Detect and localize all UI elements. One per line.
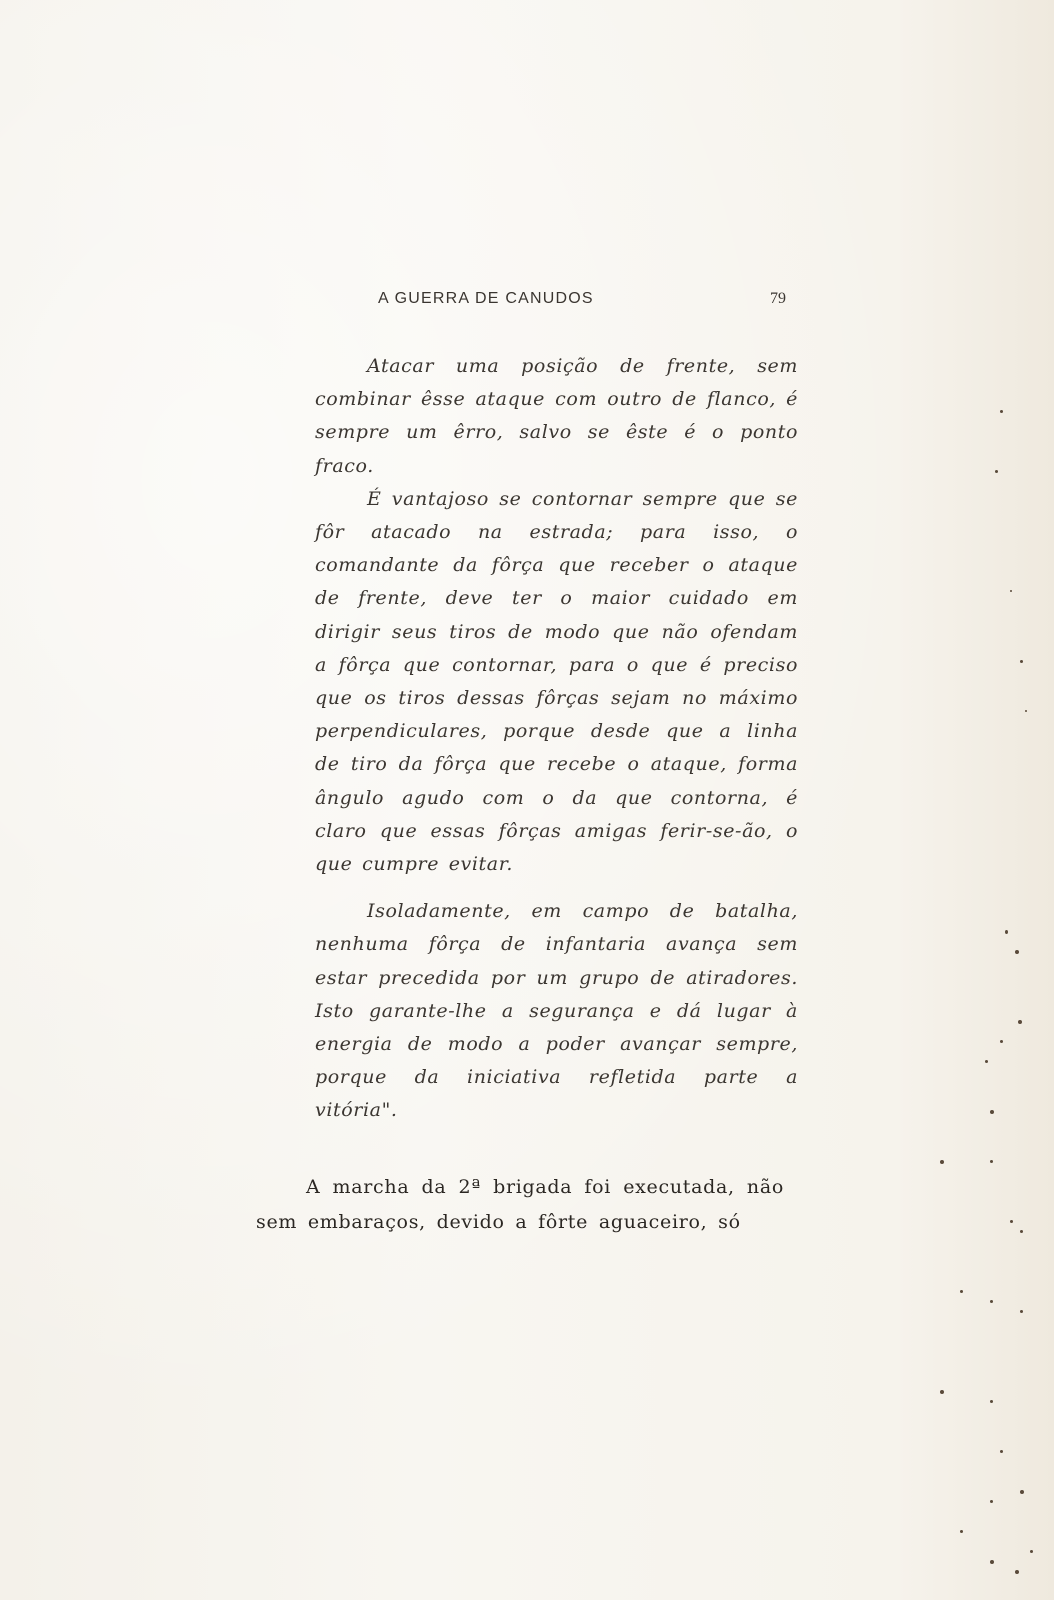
body-paragraph: A marcha da 2ª brigada foi executada, não sem embaraços, devido a fôrte aguaceiro, só: [256, 1176, 784, 1233]
quote-paragraph-3: Isoladamente, em campo de batalha, nenhuma fôrça de infantaria avança sem estar precedida por um grupo de atiradores. Isto garante-lhe a segurança e dá lugar à energia de modo a poder avançar sempre, porque da iniciativa refletida parte a vitória".: [315, 900, 798, 1122]
quote-paragraph-1: Atacar uma posição de frente, sem combinar êsse ataque com outro de flanco, é sempre um êrro, salvo se êste é o ponto fraco.: [315, 355, 798, 477]
page-number: 79: [770, 290, 786, 307]
quote-paragraph-2: É vantajoso se contornar sempre que se fôr atacado na estrada; para isso, o comandante da fôrça que receber o ataque de frente, deve ter o maior cuidado em dirigir seus tiros de modo que não ofendam a fôrça que contornar, para o que é preciso que os tiros dessas fôrças sejam no máximo perpendiculares, porque desde que a linha de tiro da fôrça que recebe o ataque, forma ângulo agudo com o da que contorna, é claro que essas fôrças amigas ferir-se-ão, o que cumpre evitar.: [315, 487, 798, 876]
running-head-title: A GUERRA DE CANUDOS: [378, 290, 594, 307]
quoted-passage: [315, 350, 798, 1128]
body-text: [256, 1170, 784, 1240]
